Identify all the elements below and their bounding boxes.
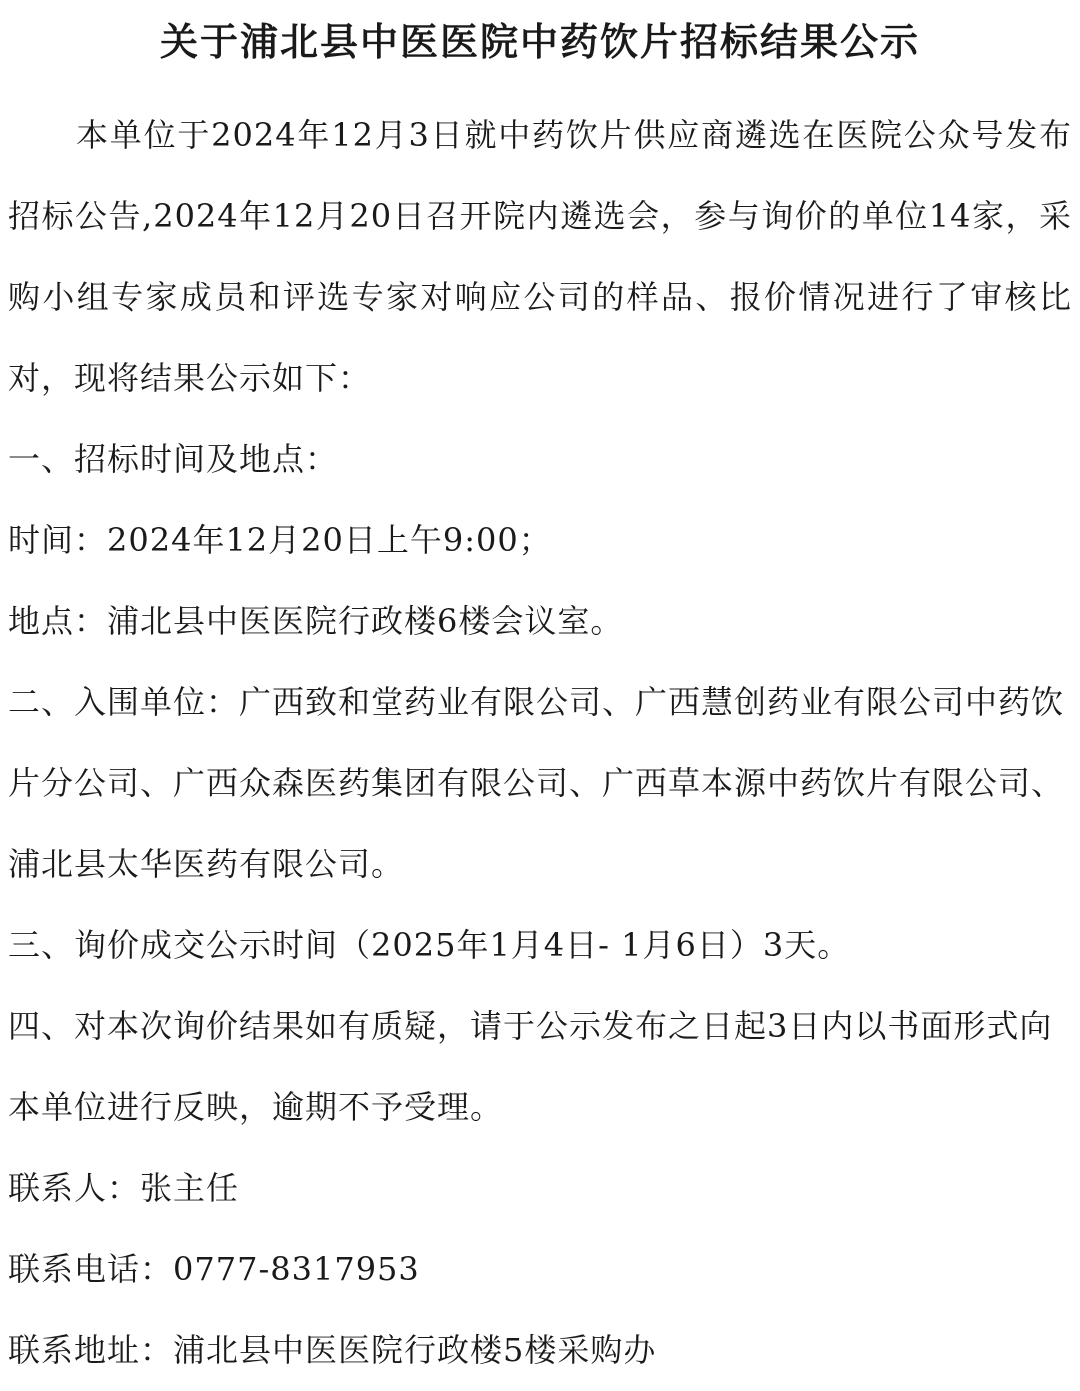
notice-body	[8, 95, 1072, 1391]
contact-phone: 联系电话：0777-8317953	[8, 1250, 420, 1288]
contact-person: 联系人：张主任	[8, 1169, 240, 1207]
section-4-objection-notice: 四、对本次询价结果如有质疑，请于公示发布之日起3日内以书面形式向本单位进行反映，逾期不予受理。	[8, 1007, 1053, 1126]
intro-paragraph: 本单位于2024年12月3日就中药饮片供应商遴选在医院公众号发布招标公告,2024年12月20日召开院内遴选会，参与询价的单位14家，采购小组专家成员和评选专家对响应公司的样品、报价情况进行了审核比对，现将结果公示如下：	[8, 116, 1072, 397]
time-line: 时间：2024年12月20日上午9:00；	[8, 521, 552, 559]
section-3-publicity-period: 三、询价成交公示时间（2025年1月4日- 1月6日）3天。	[8, 926, 851, 964]
contact-address: 联系地址：浦北县中医医院行政楼5楼采购办	[8, 1331, 657, 1369]
notice-title: 关于浦北县中医医院中药饮片招标结果公示	[159, 20, 920, 64]
section-2-shortlisted-units: 二、入围单位：广西致和堂药业有限公司、广西慧创药业有限公司中药饮片分公司、广西众森医药集团有限公司、广西草本源中药饮片有限公司、浦北县太华医药有限公司。	[8, 683, 1065, 883]
section-1-heading: 一、招标时间及地点：	[8, 440, 339, 478]
place-line: 地点：浦北县中医医院行政楼6楼会议室。	[8, 602, 624, 640]
